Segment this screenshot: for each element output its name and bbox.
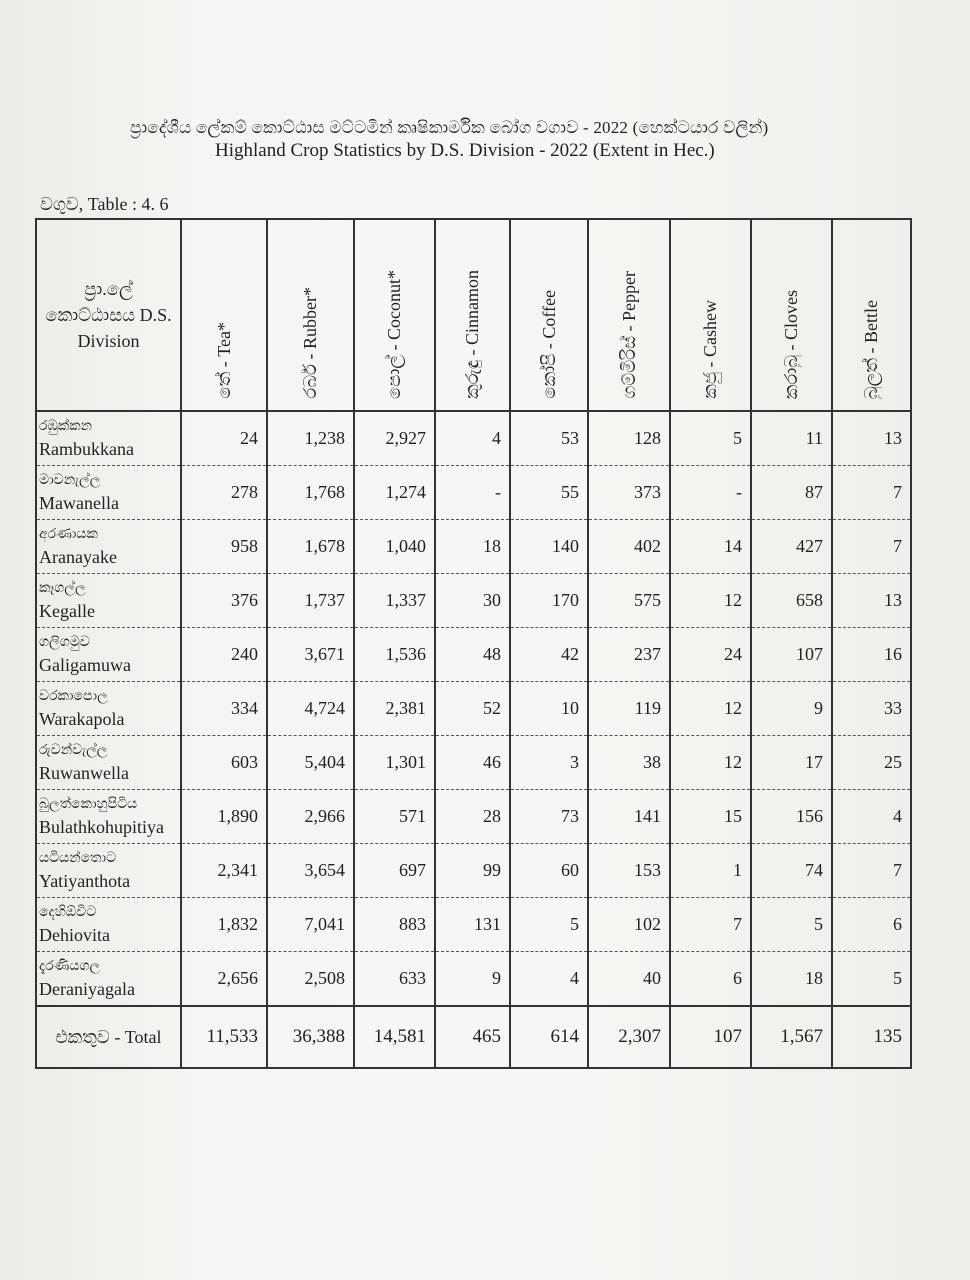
value-cell: 38 <box>588 736 670 790</box>
value-cell: 60 <box>510 844 588 898</box>
value-cell: 12 <box>670 736 751 790</box>
division-name-cell <box>36 574 181 628</box>
total-cell: 36,388 <box>267 1006 354 1068</box>
value-cell: 6 <box>832 898 911 952</box>
crop-header <box>354 219 435 411</box>
value-cell: 53 <box>510 411 588 466</box>
value-cell: 74 <box>751 844 832 898</box>
value-cell: 16 <box>832 628 911 682</box>
value-cell: 9 <box>751 682 832 736</box>
crop-header-label: පොල් - Coconut* <box>384 269 404 399</box>
value-cell: 10 <box>510 682 588 736</box>
value-cell: 1,832 <box>181 898 267 952</box>
division-name-en: Aranayake <box>39 546 117 567</box>
division-name-si: රුවන්වැල්ල <box>39 742 108 758</box>
division-name-cell <box>36 411 181 466</box>
division-name-si: වරකාපොල <box>39 688 108 704</box>
value-cell: 131 <box>435 898 510 952</box>
table-row <box>36 844 911 898</box>
total-cell: 1,567 <box>751 1006 832 1068</box>
table-row <box>36 682 911 736</box>
division-name-si: අරණායක <box>39 526 98 542</box>
value-cell: 5 <box>510 898 588 952</box>
table-row <box>36 952 911 1007</box>
crop-header <box>510 219 588 411</box>
value-cell: 17 <box>751 736 832 790</box>
value-cell: 4 <box>435 411 510 466</box>
value-cell: 1,301 <box>354 736 435 790</box>
value-cell: 170 <box>510 574 588 628</box>
value-cell: 4,724 <box>267 682 354 736</box>
division-name-en: Galigamuwa <box>39 654 131 675</box>
value-cell: 1,890 <box>181 790 267 844</box>
value-cell: 697 <box>354 844 435 898</box>
value-cell: 30 <box>435 574 510 628</box>
value-cell: 7 <box>670 898 751 952</box>
value-cell: 237 <box>588 628 670 682</box>
title-sinhala: ප්‍රාදේශීය ලේකම් කොට්ඨාස මට්ටමින් කෘෂිකාර්මික බෝග වගාව - 2022 (හෙක්ටයාර වලින්) <box>130 118 769 137</box>
value-cell: 402 <box>588 520 670 574</box>
value-cell: 24 <box>670 628 751 682</box>
value-cell: 633 <box>354 952 435 1007</box>
table-row <box>36 574 911 628</box>
crop-header <box>670 219 751 411</box>
value-cell: 883 <box>354 898 435 952</box>
value-cell: - <box>435 466 510 520</box>
value-cell: 5 <box>670 411 751 466</box>
division-name-cell <box>36 628 181 682</box>
value-cell: 153 <box>588 844 670 898</box>
value-cell: 3,671 <box>267 628 354 682</box>
value-cell: 334 <box>181 682 267 736</box>
value-cell: 1,536 <box>354 628 435 682</box>
value-cell: 107 <box>751 628 832 682</box>
table-number: වගුව, Table : 4. 6 <box>40 194 169 214</box>
table-row <box>36 898 911 952</box>
crop-header-label: රබර් - Rubber* <box>300 287 320 399</box>
value-cell: 156 <box>751 790 832 844</box>
value-cell: 7 <box>832 844 911 898</box>
value-cell: 427 <box>751 520 832 574</box>
division-header <box>36 219 181 411</box>
division-name-si: කෑගල්ල <box>39 580 86 596</box>
value-cell: 1,274 <box>354 466 435 520</box>
value-cell: 1,238 <box>267 411 354 466</box>
value-cell: 13 <box>832 574 911 628</box>
division-name-en: Ruwanwella <box>39 762 129 783</box>
value-cell: 13 <box>832 411 911 466</box>
table-row <box>36 736 911 790</box>
value-cell: 2,927 <box>354 411 435 466</box>
crop-header-label: කරාබු - Cloves <box>781 289 801 399</box>
division-name-cell <box>36 790 181 844</box>
title-english: Highland Crop Statistics by D.S. Division - 2022 (Extent in Hec.) <box>215 140 715 161</box>
division-name-cell <box>36 844 181 898</box>
value-cell: 5,404 <box>267 736 354 790</box>
value-cell: 575 <box>588 574 670 628</box>
division-name-cell <box>36 466 181 520</box>
value-cell: 571 <box>354 790 435 844</box>
crop-header-label: කෝපි - Coffee <box>538 290 559 399</box>
crop-header-label: කුරුඳු - Cinnamon <box>462 270 482 399</box>
table-row <box>36 628 911 682</box>
value-cell: 33 <box>832 682 911 736</box>
value-cell: 2,341 <box>181 844 267 898</box>
header-row <box>36 219 911 411</box>
value-cell: 7,041 <box>267 898 354 952</box>
table-body <box>36 411 911 1006</box>
crop-header <box>435 219 510 411</box>
division-name-si: යටියන්තොට <box>39 850 117 866</box>
value-cell: 128 <box>588 411 670 466</box>
value-cell: 119 <box>588 682 670 736</box>
division-name-en: Rambukkana <box>39 438 134 459</box>
value-cell: 1,768 <box>267 466 354 520</box>
value-cell: 4 <box>832 790 911 844</box>
value-cell: 7 <box>832 466 911 520</box>
value-cell: 25 <box>832 736 911 790</box>
total-cell: 614 <box>510 1006 588 1068</box>
division-name-si: මාවනැල්ල <box>39 472 101 488</box>
total-cell: 2,307 <box>588 1006 670 1068</box>
division-name-cell <box>36 682 181 736</box>
division-name-en: Kegalle <box>39 600 95 621</box>
division-name-en: Dehiovita <box>39 924 110 945</box>
value-cell: 141 <box>588 790 670 844</box>
value-cell: 1,337 <box>354 574 435 628</box>
crop-header-label: බුලත් - Bettle <box>861 299 881 399</box>
table-row <box>36 520 911 574</box>
total-cell: 14,581 <box>354 1006 435 1068</box>
crop-header <box>267 219 354 411</box>
value-cell: 1,737 <box>267 574 354 628</box>
value-cell: 2,381 <box>354 682 435 736</box>
division-header-en: Division <box>77 331 140 351</box>
value-cell: 140 <box>510 520 588 574</box>
division-name-en: Deraniyagala <box>39 978 135 999</box>
value-cell: 102 <box>588 898 670 952</box>
total-cell: 135 <box>832 1006 911 1068</box>
value-cell: 2,656 <box>181 952 267 1007</box>
value-cell: 958 <box>181 520 267 574</box>
value-cell: 46 <box>435 736 510 790</box>
value-cell: 1,678 <box>267 520 354 574</box>
value-cell: 12 <box>670 682 751 736</box>
total-cell: 11,533 <box>181 1006 267 1068</box>
value-cell: 15 <box>670 790 751 844</box>
value-cell: 9 <box>435 952 510 1007</box>
total-cell: 465 <box>435 1006 510 1068</box>
value-cell: 18 <box>751 952 832 1007</box>
value-cell: 42 <box>510 628 588 682</box>
crop-header <box>181 219 267 411</box>
total-cell: 107 <box>670 1006 751 1068</box>
value-cell: 1 <box>670 844 751 898</box>
table-row <box>36 411 911 466</box>
value-cell: 3,654 <box>267 844 354 898</box>
division-name-cell <box>36 520 181 574</box>
division-name-en: Warakapola <box>39 708 125 729</box>
value-cell: 5 <box>832 952 911 1007</box>
table-row <box>36 790 911 844</box>
value-cell: 3 <box>510 736 588 790</box>
value-cell: 11 <box>751 411 832 466</box>
value-cell: 278 <box>181 466 267 520</box>
value-cell: 376 <box>181 574 267 628</box>
value-cell: 55 <box>510 466 588 520</box>
value-cell: 24 <box>181 411 267 466</box>
division-name-si: දෙහිඕවිට <box>39 904 97 920</box>
value-cell: - <box>670 466 751 520</box>
value-cell: 5 <box>751 898 832 952</box>
value-cell: 99 <box>435 844 510 898</box>
total-label: එකතුව - Total <box>36 1006 181 1068</box>
division-name-si: ගලිගමුව <box>39 634 90 650</box>
value-cell: 2,508 <box>267 952 354 1007</box>
division-name-cell <box>36 736 181 790</box>
value-cell: 87 <box>751 466 832 520</box>
value-cell: 2,966 <box>267 790 354 844</box>
value-cell: 1,040 <box>354 520 435 574</box>
value-cell: 52 <box>435 682 510 736</box>
division-name-en: Yatiyanthota <box>39 870 131 891</box>
value-cell: 373 <box>588 466 670 520</box>
division-name-si: බුලත්කොහුපිටිය <box>39 796 138 812</box>
table-row <box>36 466 911 520</box>
total-row <box>36 1006 911 1068</box>
value-cell: 40 <box>588 952 670 1007</box>
division-name-cell <box>36 952 181 1007</box>
division-name-en: Mawanella <box>39 492 119 513</box>
division-name-si: දැරණියගල <box>39 958 101 974</box>
value-cell: 240 <box>181 628 267 682</box>
division-name-si: රඹුක්කන <box>39 418 92 434</box>
value-cell: 4 <box>510 952 588 1007</box>
value-cell: 73 <box>510 790 588 844</box>
crop-header <box>832 219 911 411</box>
division-name-cell <box>36 898 181 952</box>
crop-header-label: ගම්මිරිස් - Pepper <box>618 271 639 399</box>
value-cell: 7 <box>832 520 911 574</box>
division-name-en: Bulathkohupitiya <box>39 816 164 837</box>
crop-header <box>588 219 670 411</box>
value-cell: 18 <box>435 520 510 574</box>
crop-header-label: තේ - Tea* <box>213 322 234 399</box>
crop-header-label: කජු - Cashew <box>700 300 720 399</box>
value-cell: 658 <box>751 574 832 628</box>
division-header-si-2: කොට්ඨාසය D.S. <box>45 305 172 325</box>
value-cell: 603 <box>181 736 267 790</box>
value-cell: 14 <box>670 520 751 574</box>
value-cell: 12 <box>670 574 751 628</box>
crop-header <box>751 219 832 411</box>
division-header-si-1: ප්‍රා.ලේ <box>84 279 133 299</box>
value-cell: 6 <box>670 952 751 1007</box>
crop-statistics-table <box>35 218 912 1069</box>
value-cell: 28 <box>435 790 510 844</box>
value-cell: 48 <box>435 628 510 682</box>
